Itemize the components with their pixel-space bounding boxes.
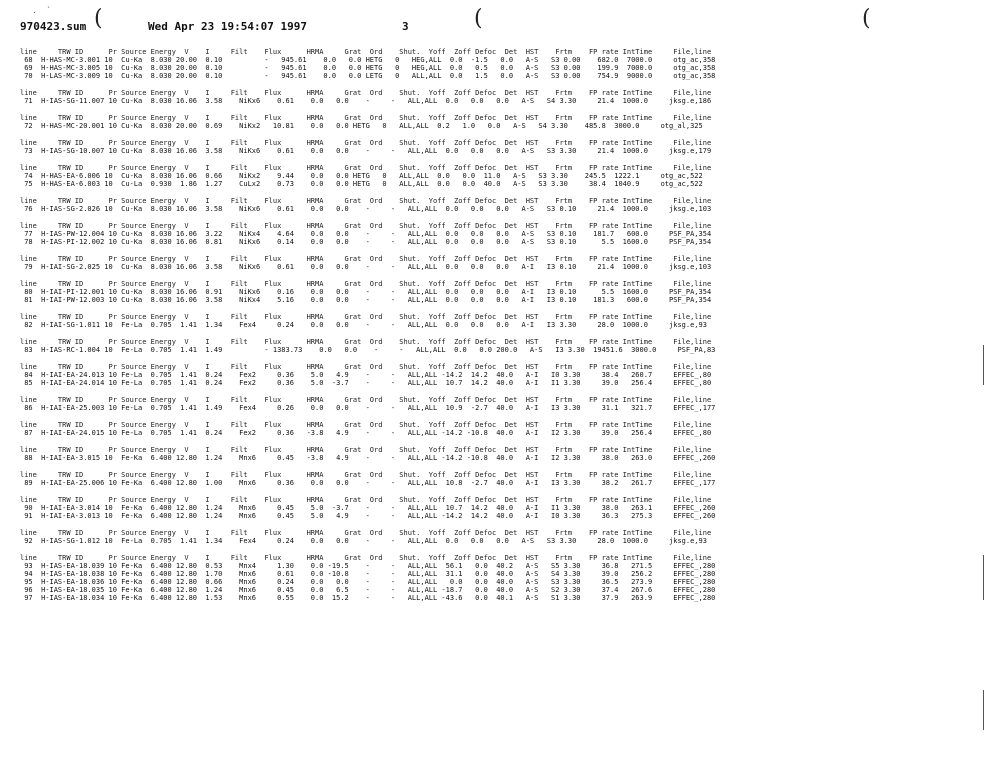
column-header-row: line TRW ID Pr Source Energy V I Filt Flux HRMA Grat Ord Shut. Yoff Zoff Defoc Det HST Frtm FP rate IntTime File,line — [20, 255, 712, 263]
record-row: 73 H-IAS-SG-10.007 10 Cu-Ka 8.030 16.06 3.58 NiKx6 0.61 0.0 0.0 - - ALL,ALL 0.0 0.0 0.0 A-S S3 3.30 21.4 1000.0 jksg.e,179 — [20, 147, 712, 155]
column-header-row: line TRW ID Pr Source Energy V I Filt Flux HRMA Grat Ord Shut. Yoff Zoff Defoc Det HST Frtm FP rate IntTime File,line — [20, 197, 712, 205]
record-block — [20, 139, 980, 155]
record-row: 88 H-IAI-EA-3.015 10 Fe-Ka 6.400 12.80 1.24 Mnx6 0.45 -3.8 4.9 - - ALL,ALL -14.2 -10.8 40.0 A-I I2 3.30 38.0 263.0 EFFEC_,260 — [20, 454, 716, 462]
record-row: 71 H-IAS-SG-11.007 10 Cu-Ka 8.030 16.06 3.58 NiKx6 0.61 0.0 0.0 - - ALL,ALL 0.0 0.0 0.0 A-S S4 3.30 21.4 1000.0 jksg.e,186 — [20, 97, 712, 105]
record-row: 82 H-IAI-SG-1.011 10 Fe-La 0.705 1.41 1.34 Fex4 0.24 0.0 0.0 - - ALL,ALL 0.0 0.0 0.0 A-I I3 3.30 28.0 1000.0 jksg.e,93 — [20, 321, 707, 329]
punch-hole-mark: ( — [862, 6, 871, 31]
record-row: 68 H-HAS-MC-3.001 10 Cu-Ka 8.030 20.00 0.10 - 945.61 0.0 0.0 HETG 0 HEG,ALL 0.0 -1.5 0.0 A-S S3 0.00 682.0 7000.0 otg_ac,358 — [20, 56, 716, 64]
record-block — [20, 529, 980, 545]
record-row: 93 H-IAS-EA-18.039 10 Fe-Ka 6.400 12.80 0.53 Mnx4 1.30 0.0 -19.5 - - ALL,ALL 56.1 0.0 40.2 A-S S5 3.30 36.8 271.5 EFFEC_,280 — [20, 562, 716, 570]
scan-edge-mark — [983, 690, 984, 730]
header-datetime: Wed Apr 23 19:54:07 1997 — [148, 20, 307, 33]
record-block — [20, 338, 980, 354]
header-page-number: 3 — [402, 20, 409, 33]
punch-hole-mark: ( — [94, 6, 103, 31]
column-header-row: line TRW ID Pr Source Energy V I Filt Flux HRMA Grat Ord Shut. Yoff Zoff Defoc Det HST Frtm FP rate IntTime File,line — [20, 529, 712, 537]
column-header-row: line TRW ID Pr Source Energy V I Filt Flux HRMA Grat Ord Shut. Yoff Zoff Defoc Det HST Frtm FP rate IntTime File,line — [20, 313, 712, 321]
record-row: 97 H-IAS-EA-18.034 10 Fe-Ka 6.400 12.80 1.53 Mnx6 0.55 0.0 15.2 - - ALL,ALL -43.6 0.0 40.1 A-S S1 3.30 37.9 263.9 EFFEC_,280 — [20, 594, 716, 602]
scan-edge-mark — [983, 555, 984, 600]
record-row: 84 H-IAI-EA-24.013 10 Fe-La 0.705 1.41 0.24 Fex2 0.36 5.0 4.9 - - ALL,ALL -14.2 14.2 40.0 A-I I0 3.30 38.4 260.7 EFFEC_,80 — [20, 371, 712, 379]
record-block — [20, 197, 980, 213]
record-block — [20, 89, 980, 105]
record-row: 80 H-IAI-PI-12.001 10 Cu-Ka 8.030 16.06 0.91 NiKx6 0.16 0.0 0.0 - - ALL,ALL 0.0 0.0 0.0 A-I I3 0.10 5.5 1600.0 PSF_PA,354 — [20, 288, 712, 296]
print-speck: . ` — [32, 6, 52, 15]
record-block — [20, 280, 980, 304]
record-row: 72 H-HAS-MC-20.001 10 Cu-Ka 8.030 20.00 0.69 NiKx2 10.81 0.0 0.0 HETG 0 ALL,ALL 0.2 1.0 0.0 A-S S4 3.30 485.8 3000.0 otg_al,325 — [20, 122, 703, 130]
record-row: 69 H-HAS-MC-3.005 10 Cu-Ka 8.030 20.00 0.10 - 945.61 0.0 0.0 HETG 0 HEG,ALL 0.0 0.5 0.0 A-S S3 0.00 199.9 7000.0 otg_ac,358 — [20, 64, 716, 72]
record-row: 91 H-IAI-EA-3.013 10 Fe-Ka 6.400 12.80 1.24 Mnx6 0.45 5.0 4.9 - - ALL,ALL -14.2 14.2 40.0 A-I I0 3.30 36.3 275.3 EFFEC_,260 — [20, 512, 716, 520]
record-row: 77 H-IAS-PW-12.004 10 Cu-Ka 8.030 16.06 3.22 NiKx4 4.64 0.0 0.0 - - ALL,ALL 0.0 0.0 0.0 A-S S3 0.10 181.7 600.0 PSF_PA,354 — [20, 230, 712, 238]
column-header-row: line TRW ID Pr Source Energy V I Filt Flux HRMA Grat Ord Shut. Yoff Zoff Defoc Det HST Frtm FP rate IntTime File,line — [20, 554, 712, 562]
record-block — [20, 471, 980, 487]
column-header-row: line TRW ID Pr Source Energy V I Filt Flux HRMA Grat Ord Shut. Yoff Zoff Defoc Det HST Frtm FP rate IntTime File,line — [20, 222, 712, 230]
header-filename: 970423.sum — [20, 20, 87, 33]
record-row: 79 H-IAI-SG-2.025 10 Cu-Ka 8.030 16.06 3.58 NiKx6 0.61 0.0 0.0 - - ALL,ALL 0.0 0.0 0.0 A-I I3 0.10 21.4 1000.0 jksg.e,103 — [20, 263, 712, 271]
record-row: 83 H-IAS-RC-1.004 10 Fe-La 0.705 1.41 1.49 - 1383.73 0.0 0.0 - - ALL,ALL 0.0 0.0 200.0 A-S I3 3.30 19451.6 3000.0 PSF_PA,83 — [20, 346, 716, 354]
record-row: 92 H-IAS-SG-1.012 10 Fe-La 0.705 1.41 1.34 Fex4 0.24 0.0 0.0 - - ALL,ALL 0.0 0.0 0.0 A-S S3 3.30 28.0 1000.0 jksg.e,93 — [20, 537, 707, 545]
column-header-row: line TRW ID Pr Source Energy V I Filt Flux HRMA Grat Ord Shut. Yoff Zoff Defoc Det HST Frtm FP rate IntTime File,line — [20, 471, 712, 479]
record-row: 76 H-IAS-SG-2.026 10 Cu-Ka 8.030 16.06 3.58 NiKx6 0.61 0.0 0.0 - - ALL,ALL 0.0 0.0 0.0 A-S S3 0.10 21.4 1000.0 jksg.e,103 — [20, 205, 712, 213]
column-header-row: line TRW ID Pr Source Energy V I Filt Flux HRMA Grat Ord Shut. Yoff Zoff Defoc Det HST Frtm FP rate IntTime File,line — [20, 446, 712, 454]
column-header-row: line TRW ID Pr Source Energy V I Filt Flux HRMA Grat Ord Shut. Yoff Zoff Defoc Det HST Frtm FP rate IntTime File,line — [20, 421, 712, 429]
record-row: 87 H-IAI-EA-24.015 10 Fe-La 0.705 1.41 0.24 Fex2 0.36 -3.8 4.9 - - ALL,ALL -14.2 -10.8 40.0 A-I I2 3.30 39.0 256.4 EFFEC_,80 — [20, 429, 712, 437]
record-row: 89 H-IAI-EA-25.006 10 Fe-Ka 6.400 12.80 1.00 Mnx6 0.36 0.0 0.0 - - ALL,ALL 10.8 -2.7 40.0 A-I I3 3.30 38.2 261.7 EFFEC_,177 — [20, 479, 716, 487]
record-block — [20, 222, 980, 246]
record-row: 90 H-IAI-EA-3.014 10 Fe-Ka 6.400 12.80 1.24 Mnx6 0.45 5.0 -3.7 - - ALL,ALL 10.7 14.2 40.0 A-I I1 3.30 38.0 263.1 EFFEC_,260 — [20, 504, 716, 512]
record-block — [20, 446, 980, 462]
record-block — [20, 255, 980, 271]
record-row: 96 H-IAS-EA-18.035 10 Fe-Ka 6.400 12.80 1.24 Mnx6 0.45 0.0 6.5 - - ALL,ALL -18.7 0.0 40.0 A-S S2 3.30 37.4 267.6 EFFEC_,280 — [20, 586, 716, 594]
column-header-row: line TRW ID Pr Source Energy V I Filt Flux HRMA Grat Ord Shut. Yoff Zoff Defoc Det HST Frtm FP rate IntTime File,line — [20, 396, 712, 404]
column-header-row: line TRW ID Pr Source Energy V I Filt Flux HRMA Grat Ord Shut. Yoff Zoff Defoc Det HST Frtm FP rate IntTime File,line — [20, 338, 712, 346]
column-header-row: line TRW ID Pr Source Energy V I Filt Flux HRMA Grat Ord Shut. Yoff Zoff Defoc Det HST Frtm FP rate IntTime File,line — [20, 114, 712, 122]
record-row: 94 H-IAS-EA-18.038 10 Fe-Ka 6.400 12.80 1.70 Mnx6 0.61 0.0 -10.8 - - ALL,ALL 31.1 0.0 40.0 A-S S4 3.30 39.0 256.2 EFFEC_,280 — [20, 570, 716, 578]
record-block — [20, 114, 980, 130]
record-row: 86 H-IAI-EA-25.003 10 Fe-La 0.705 1.41 1.49 Fex4 0.26 0.0 0.0 - - ALL,ALL 10.9 -2.7 40.0 A-I I3 3.30 31.1 321.7 EFFEC_,177 — [20, 404, 716, 412]
column-header-row: line TRW ID Pr Source Energy V I Filt Flux HRMA Grat Ord Shut. Yoff Zoff Defoc Det HST Frtm FP rate IntTime File,line — [20, 363, 712, 371]
punch-hole-mark: ( — [474, 6, 483, 31]
record-row: 70 H-LAS-MC-3.009 10 Cu-Ka 8.030 20.00 0.10 - 945.61 0.0 0.0 LETG 0 ALL,ALL 0.0 1.5 0.0 A-S S3 0.00 754.9 9000.0 otg_ac,358 — [20, 72, 716, 80]
record-block — [20, 554, 980, 602]
record-row: 74 H-HAS-EA-6.006 10 Cu-Ka 8.030 16.06 0.66 NiKx2 9.44 0.0 0.0 HETG 0 ALL,ALL 0.0 0.0 11.0 A-S S3 3.30 245.5 1222.1 otg_ac,522 — [20, 172, 703, 180]
record-block — [20, 164, 980, 188]
scan-edge-mark — [983, 345, 984, 385]
record-row: 78 H-IAS-PI-12.002 10 Cu-Ka 8.030 16.06 0.81 NiKx6 0.14 0.0 0.0 - - ALL,ALL 0.0 0.0 0.0 A-S S3 0.10 5.5 1600.0 PSF_PA,354 — [20, 238, 712, 246]
record-block — [20, 496, 980, 520]
column-header-row: line TRW ID Pr Source Energy V I Filt Flux HRMA Grat Ord Shut. Yoff Zoff Defoc Det HST Frtm FP rate IntTime File,line — [20, 164, 712, 172]
record-row: 81 H-IAI-PW-12.003 10 Cu-Ka 8.030 16.06 3.58 NiKx4 5.16 0.0 0.0 - - ALL,ALL 0.0 0.0 0.0 A-I I3 0.10 181.3 600.0 PSF_PA,354 — [20, 296, 712, 304]
record-row: 75 H-HAS-EA-6.003 10 Cu-La 0.930 1.86 1.27 CuLx2 0.73 0.0 0.0 HETG 0 ALL,ALL 0.0 0.0 40.0 A-S S3 3.30 38.4 1040.9 otg_ac,522 — [20, 180, 703, 188]
record-row: 95 H-IAS-EA-18.036 10 Fe-Ka 6.400 12.80 0.66 Mnx6 0.24 0.0 0.0 - - ALL,ALL 0.0 0.0 40.0 A-S S3 3.30 36.5 273.9 EFFEC_,280 — [20, 578, 716, 586]
column-header-row: line TRW ID Pr Source Energy V I Filt Flux HRMA Grat Ord Shut. Yoff Zoff Defoc Det HST Frtm FP rate IntTime File,line — [20, 48, 712, 56]
record-block — [20, 396, 980, 412]
record-row: 85 H-IAI-EA-24.014 10 Fe-La 0.705 1.41 0.24 Fex2 0.36 5.0 -3.7 - - ALL,ALL 10.7 14.2 40.0 A-I I1 3.30 39.0 256.4 EFFEC_,80 — [20, 379, 712, 387]
record-block — [20, 421, 980, 437]
column-header-row: line TRW ID Pr Source Energy V I Filt Flux HRMA Grat Ord Shut. Yoff Zoff Defoc Det HST Frtm FP rate IntTime File,line — [20, 496, 712, 504]
record-block — [20, 48, 980, 80]
observation-listing — [20, 48, 980, 611]
column-header-row: line TRW ID Pr Source Energy V I Filt Flux HRMA Grat Ord Shut. Yoff Zoff Defoc Det HST Frtm FP rate IntTime File,line — [20, 139, 712, 147]
record-block — [20, 313, 980, 329]
column-header-row: line TRW ID Pr Source Energy V I Filt Flux HRMA Grat Ord Shut. Yoff Zoff Defoc Det HST Frtm FP rate IntTime File,line — [20, 280, 712, 288]
column-header-row: line TRW ID Pr Source Energy V I Filt Flux HRMA Grat Ord Shut. Yoff Zoff Defoc Det HST Frtm FP rate IntTime File,line — [20, 89, 712, 97]
record-block — [20, 363, 980, 387]
